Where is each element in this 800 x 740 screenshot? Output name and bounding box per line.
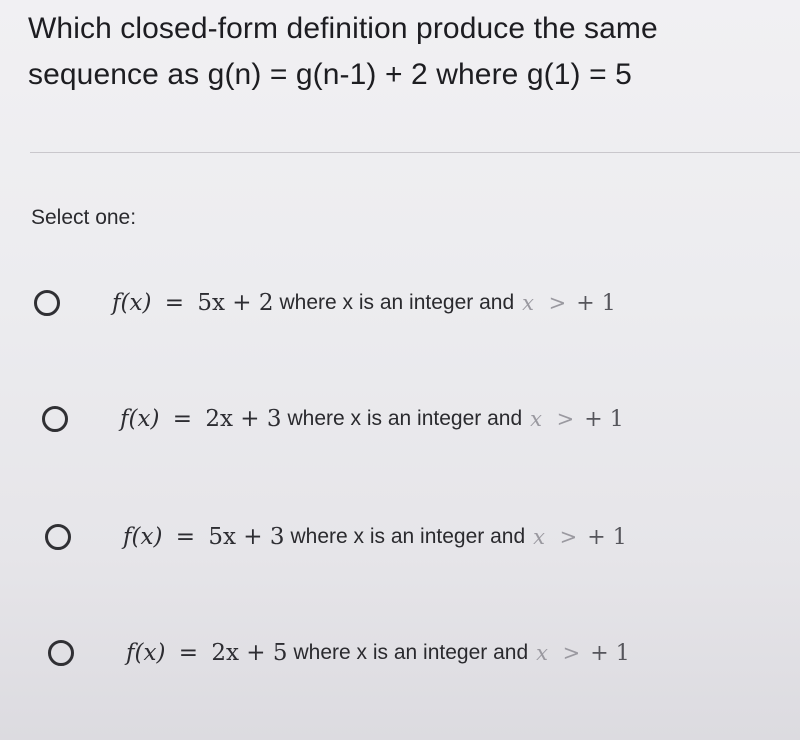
select-one-label: Select one: [31, 206, 137, 229]
option-condition-value: + 1 [576, 290, 616, 316]
condition-var: x [533, 525, 545, 549]
divider [30, 152, 800, 153]
answer-option-2[interactable] [42, 406, 624, 432]
condition-operator: > [559, 525, 578, 549]
formula-equals: = [178, 640, 199, 666]
answer-option-3[interactable] [45, 524, 627, 550]
option-condition-var [530, 407, 574, 431]
option-condition-value: + 1 [590, 640, 630, 666]
option-condition-text: where x is an integer and [287, 407, 523, 430]
option-formula [126, 640, 287, 666]
formula-rhs: 5x + 2 [197, 290, 274, 316]
option-condition-var [536, 641, 580, 665]
formula-equals: = [164, 290, 185, 316]
condition-var: x [530, 407, 542, 431]
option-condition-var [522, 291, 566, 315]
formula-rhs: 2x + 3 [205, 406, 282, 432]
question-line-2: sequence as g(n) = g(n-1) + 2 where g(1) = 5 [28, 58, 632, 91]
formula-equals: = [175, 524, 196, 550]
radio-button[interactable] [34, 290, 60, 316]
formula-rhs: 2x + 5 [211, 640, 288, 666]
formula-fx: f(x) [123, 524, 163, 550]
question-text [28, 6, 788, 98]
answer-option-4[interactable] [48, 640, 630, 666]
option-condition-text: where x is an integer and [293, 641, 529, 664]
formula-fx: f(x) [120, 406, 160, 432]
formula-equals: = [172, 406, 193, 432]
condition-var: x [536, 641, 548, 665]
option-condition-value: + 1 [587, 524, 627, 550]
option-condition-value: + 1 [584, 406, 624, 432]
formula-fx: f(x) [126, 640, 166, 666]
formula-fx: f(x) [112, 290, 152, 316]
condition-var: x [522, 291, 534, 315]
formula-rhs: 5x + 3 [208, 524, 285, 550]
condition-operator: > [562, 641, 581, 665]
radio-button[interactable] [45, 524, 71, 550]
option-formula [123, 524, 284, 550]
answer-option-1[interactable] [34, 290, 616, 316]
condition-operator: > [548, 291, 567, 315]
option-condition-text: where x is an integer and [279, 291, 515, 314]
condition-operator: > [556, 407, 575, 431]
question-line-1: Which closed-form definition produce the same [28, 12, 658, 45]
option-formula [120, 406, 281, 432]
option-condition-text: where x is an integer and [290, 525, 526, 548]
radio-button[interactable] [48, 640, 74, 666]
option-formula [112, 290, 273, 316]
radio-button[interactable] [42, 406, 68, 432]
option-condition-var [533, 525, 577, 549]
